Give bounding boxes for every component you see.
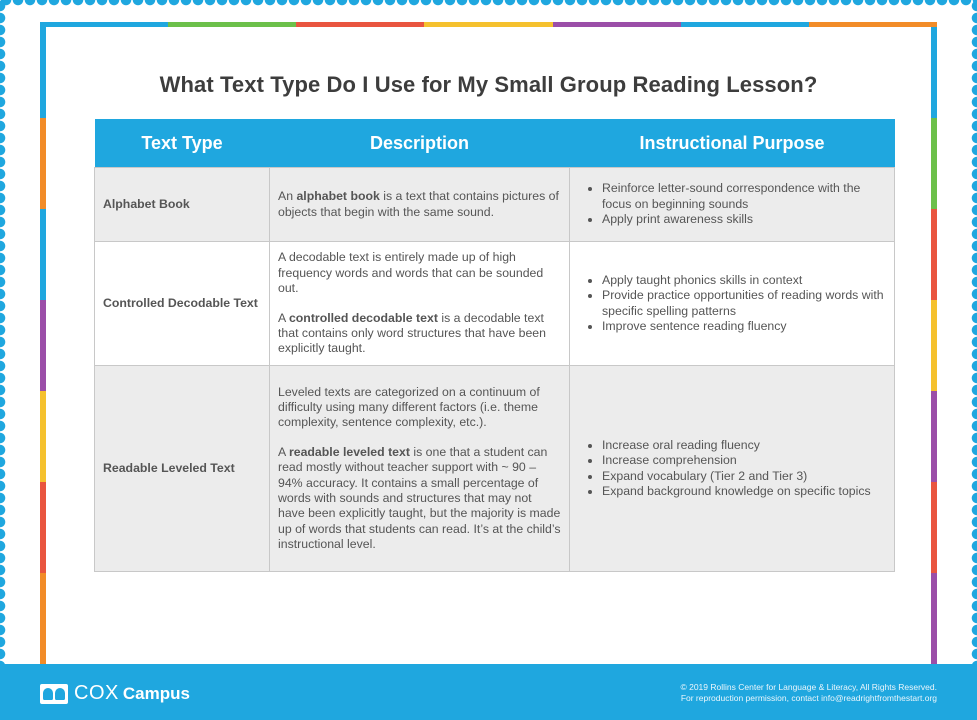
purpose-bullet: • Improve sentence reading fluency (602, 319, 886, 334)
purpose-bullet: • Apply print awareness skills (602, 212, 886, 227)
purpose-bullet: • Apply taught phonics skills in context (602, 273, 886, 288)
cox-campus-logo[interactable] (40, 682, 190, 705)
row-purpose (570, 168, 895, 242)
scalloped-top-edge (0, 0, 977, 12)
row-purpose (570, 242, 895, 366)
purpose-bullet: • Reinforce letter-sound correspondence with the focus on beginning sounds (602, 181, 886, 212)
row-description (270, 168, 570, 242)
logo-campus-text: Campus (122, 683, 190, 703)
logo-cox-text: COX (74, 682, 119, 704)
row-purpose (570, 366, 895, 572)
description-paragraph: An alphabet book is a text that contains pictures of objects that begin with the same sound. (278, 189, 559, 219)
table-header-row (95, 119, 895, 168)
description-paragraph: Leveled texts are categorized on a continuum of difficulty using many different factors (i.e. theme complexity, sentence complexity, etc.). (278, 384, 540, 430)
description-paragraph: A controlled decodable text is a decodable text that contains only word structures that have been explicitly taught. (278, 310, 546, 356)
footer-bar (0, 664, 977, 720)
table-row (95, 168, 895, 242)
description-paragraph: A readable leveled text is one that a student can read mostly without teacher support with ~ 90 – 94% accuracy. It contains a small percentage of words with sounds and structures that may not have been explicitly taught, but the majority is made up of words that students can read. It’s at the child’s instructional level. (278, 444, 561, 551)
purpose-bullet: • Expand vocabulary (Tier 2 and Tier 3) (602, 469, 886, 484)
permission-line: For reproduction permission, contact info@readrightfromthestart.org (680, 693, 937, 704)
description-paragraph: A decodable text is entirely made up of high frequency words and words that can be sounded out. (278, 250, 544, 296)
header-text-type: Text Type (95, 119, 270, 168)
row-text-type: Readable Leveled Text (95, 366, 270, 572)
header-description: Description (270, 119, 570, 168)
row-description (270, 242, 570, 366)
border-left (40, 27, 46, 664)
row-text-type: Alphabet Book (95, 168, 270, 242)
purpose-bullet: • Increase comprehension (602, 453, 886, 468)
text-type-table (94, 119, 895, 572)
table-row (95, 242, 895, 366)
row-text-type: Controlled Decodable Text (95, 242, 270, 366)
scalloped-left-edge (0, 0, 12, 664)
purpose-bullet: • Provide practice opportunities of reading words with specific spelling patterns (602, 288, 886, 319)
purpose-bullet: • Increase oral reading fluency (602, 438, 886, 453)
border-top (40, 22, 937, 27)
copyright-line: © 2019 Rollins Center for Language & Literacy, All Rights Reserved. (680, 682, 937, 692)
row-description (270, 366, 570, 572)
purpose-bullet: • Expand background knowledge on specific topics (602, 484, 886, 499)
border-right (931, 27, 937, 664)
header-instructional-purpose: Instructional Purpose (570, 119, 895, 168)
copyright-notice (680, 682, 937, 704)
scalloped-right-edge (965, 0, 977, 664)
page-title: What Text Type Do I Use for My Small Group Reading Lesson? (159, 72, 818, 97)
table-row (95, 366, 895, 572)
book-icon (40, 684, 68, 704)
